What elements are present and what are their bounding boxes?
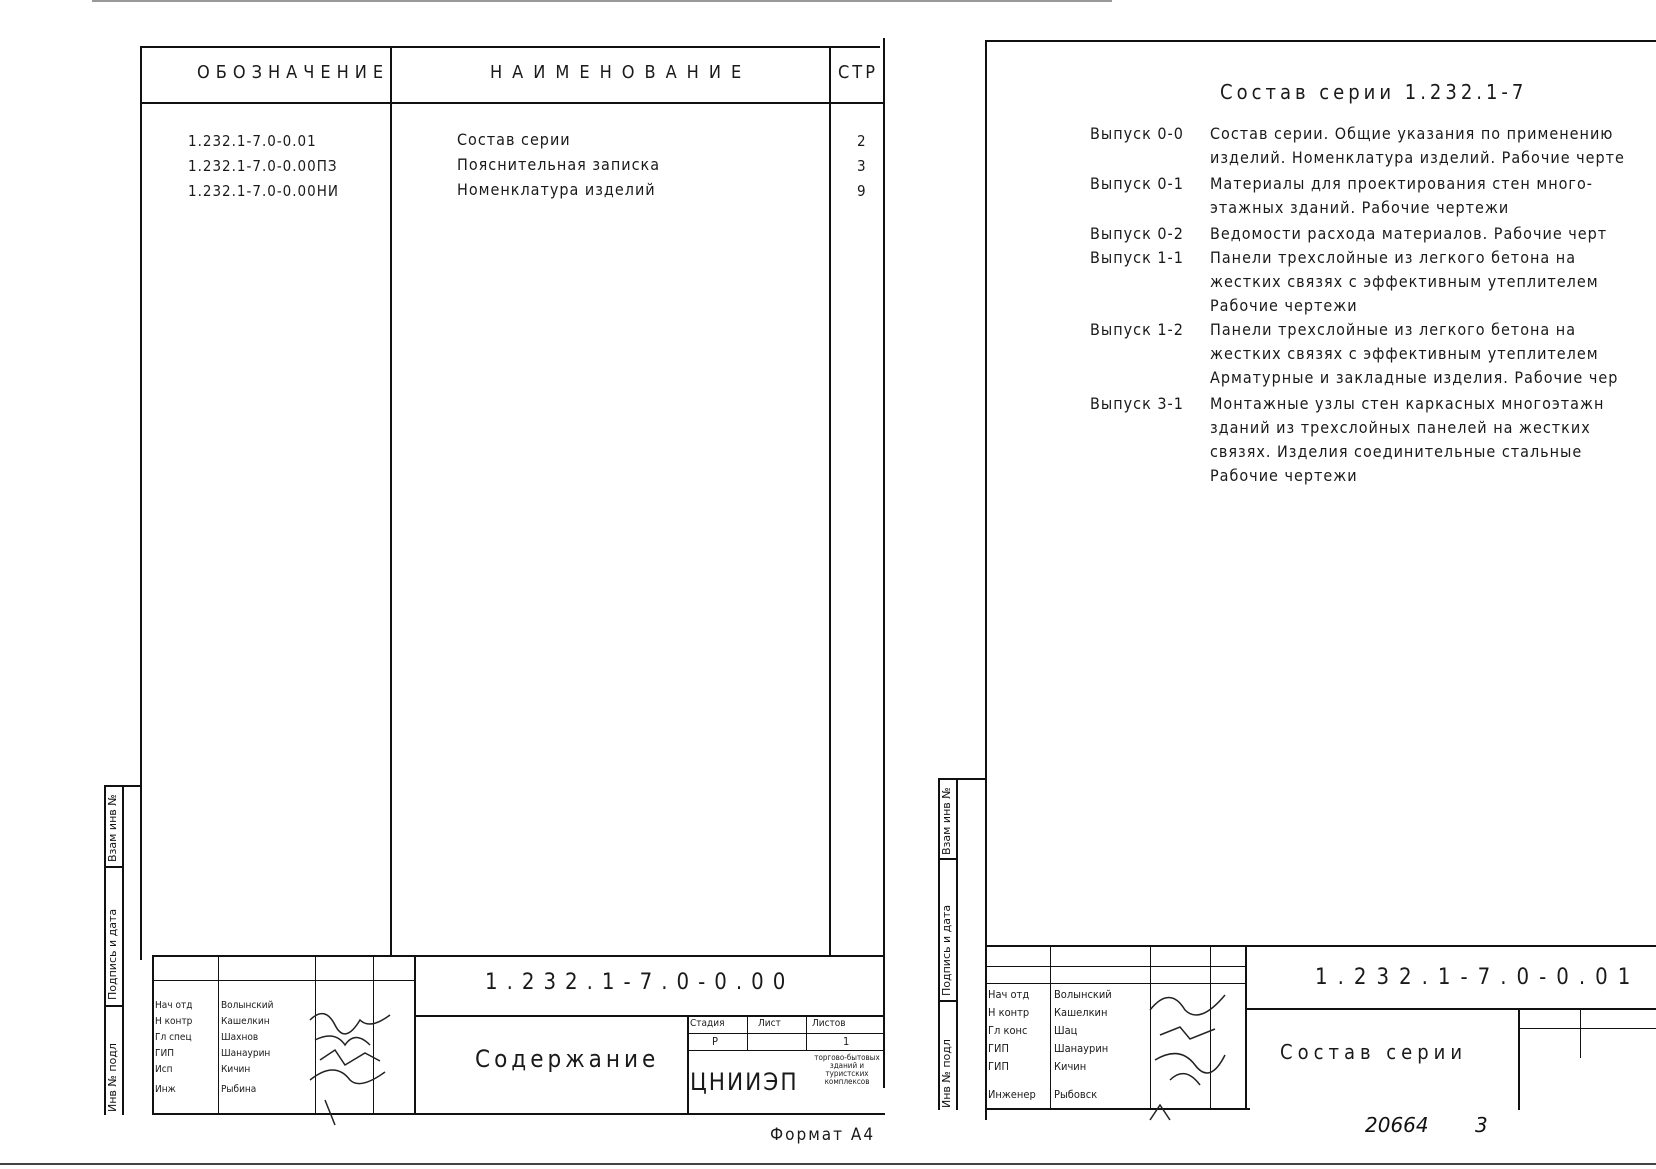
release-3-line-1: Ведомости расхода материалов. Рабочие черт (1210, 224, 1608, 243)
right-tb-code: 1.232.1-7.0-0.01 (1315, 965, 1641, 990)
left-frame-right (883, 38, 885, 1088)
left-signer-role: Инж (155, 1084, 176, 1095)
left-tb-bottom (152, 1113, 885, 1115)
signature-scribble (315, 1036, 370, 1045)
left-signer-role: Исп (155, 1064, 173, 1075)
release-6-line-1: Монтажные узлы стен каркасных многоэтажн (1210, 394, 1605, 413)
left-col-divider-1 (390, 46, 392, 956)
right-footer-number: 20664 (1365, 1113, 1429, 1137)
left-signer-name: Шахнов (221, 1032, 259, 1043)
row-2-page: 3 (857, 157, 867, 175)
right-stamp-top (938, 778, 986, 780)
left-signer-name: Шанаурин (221, 1048, 271, 1059)
row-2-designation: 1.232.1-7.0-0.00ПЗ (188, 157, 338, 175)
right-frame-top (985, 40, 1656, 42)
right-signatures (1140, 980, 1250, 1130)
right-stamp-sep-2 (938, 1000, 958, 1002)
left-tb-sheet-label: Лист (758, 1018, 781, 1029)
left-signer-name: Кашелкин (221, 1016, 270, 1027)
right-footer-page: 3 (1475, 1113, 1488, 1137)
right-stamp-vzam: Взам инв № (940, 787, 953, 855)
row-3-name: Номенклатура изделий (457, 180, 656, 199)
left-signer-name: Кичин (221, 1064, 251, 1075)
right-signer-role: Нач отд (988, 988, 1030, 1001)
left-tb-title: Содержание (475, 1045, 660, 1073)
left-stamp-vzam: Взам инв № (106, 794, 119, 862)
left-frame-left (140, 46, 142, 960)
left-tb-div (414, 955, 416, 1115)
left-signer-role: Гл спец (155, 1032, 192, 1043)
scan-edge-top-left (92, 0, 1112, 2)
row-3-page: 9 (857, 182, 867, 200)
right-tb-div2 (1518, 1008, 1520, 1110)
left-tb-stage: Р (712, 1035, 719, 1048)
left-header-bottom (140, 102, 885, 104)
left-stamp-inv-podl: Инв № подл (106, 1043, 119, 1112)
right-signer-name: Кичин (1054, 1060, 1087, 1073)
release-6-line-2: зданий из трехслойных панелей на жестких (1210, 418, 1591, 437)
right-signer-role: Н контр (988, 1006, 1030, 1019)
left-stamp-sign-date: Подпись и дата (106, 908, 119, 1000)
row-1-page: 2 (857, 132, 867, 150)
right-signer-role: ГИП (988, 1060, 1009, 1073)
right-tb-mid (1247, 1008, 1656, 1010)
right-signer-name: Волынский (1054, 988, 1112, 1001)
right-stamp-sign-date: Подпись и дата (940, 904, 953, 996)
right-tb-title: Состав серии (1280, 1040, 1468, 1064)
left-tb-org-note: торгово-бытовых зданий и туристских комплексов (814, 1053, 880, 1086)
right-heading: Состав серии 1.232.1-7 (1220, 80, 1528, 104)
left-signer-name: Волынский (221, 1000, 274, 1011)
left-tb-sheets-label: Листов (812, 1018, 846, 1029)
left-tb-stage-row (687, 1033, 885, 1034)
release-1-label: Выпуск 0-0 (1090, 124, 1184, 143)
right-tb-sig-col-1 (1050, 945, 1051, 1110)
left-tb-mid (416, 1015, 885, 1017)
release-5-line-2: жестких связях с эффективным утеплителем (1210, 344, 1599, 363)
left-format: Формат А4 (770, 1125, 876, 1145)
right-frame-left (985, 40, 987, 1120)
signature-scribble (1150, 1105, 1170, 1120)
right-tb-stage-col (1580, 1008, 1581, 1058)
right-signer-name: Шанаурин (1054, 1042, 1109, 1055)
left-tb-code: 1.232.1-7.0-0.00 (485, 970, 795, 995)
right-signer-role: ГИП (988, 1042, 1009, 1055)
left-tb-left (152, 955, 154, 1115)
left-tb-col-a (747, 1015, 748, 1051)
release-4-line-3: Рабочие чертежи (1210, 296, 1358, 315)
left-tb-top2 (152, 980, 414, 981)
release-1-line-1: Состав серии. Общие указания по применению (1210, 124, 1614, 143)
left-signatures (300, 1000, 410, 1130)
signature-scribble (1160, 1027, 1215, 1039)
left-tb-top (152, 955, 885, 957)
release-5-label: Выпуск 1-2 (1090, 320, 1184, 339)
release-5-line-1: Панели трехслойные из легкого бетона на (1210, 320, 1577, 339)
row-3-designation: 1.232.1-7.0-0.00НИ (188, 182, 339, 200)
left-signer-role: ГИП (155, 1048, 174, 1059)
signature-scribble (1170, 1074, 1200, 1085)
left-stamp-inner (122, 785, 124, 1115)
release-3-label: Выпуск 0-2 (1090, 224, 1184, 243)
header-page: СТР (838, 62, 878, 83)
release-4-line-2: жестких связях с эффективным утеплителем (1210, 272, 1599, 291)
release-4-line-1: Панели трехслойные из легкого бетона на (1210, 248, 1577, 267)
header-designation: ОБОЗНАЧЕНИЕ (197, 62, 390, 83)
left-tb-org: ЦНИИЭП (690, 1068, 799, 1096)
left-signer-name: Рыбина (221, 1084, 257, 1095)
left-tb-stage-row2 (687, 1050, 885, 1051)
left-stamp-sep-2 (104, 1005, 124, 1007)
left-tb-stage-label: Стадия (690, 1018, 725, 1029)
right-signer-name: Шац (1054, 1024, 1078, 1037)
header-name: НАИМЕНОВАНИЕ (490, 62, 752, 83)
left-frame-top (140, 46, 880, 48)
right-stamp-sep-1 (938, 858, 958, 860)
row-1-name: Состав серии (457, 130, 571, 149)
release-6-line-4: Рабочие чертежи (1210, 466, 1358, 485)
scan-edge-bottom (0, 1163, 1656, 1165)
release-2-line-2: этажных зданий. Рабочие чертежи (1210, 198, 1510, 217)
right-stamp-inv-podl: Инв № подл (940, 1039, 953, 1108)
left-stamp-sep-1 (104, 866, 124, 868)
left-signer-role: Нач отд (155, 1000, 193, 1011)
release-1-line-2: изделий. Номенклатура изделий. Рабочие черте (1210, 148, 1625, 167)
right-tb-stage-row (1518, 1028, 1656, 1029)
right-stamp-inner (956, 778, 958, 1110)
signature-scribble (1150, 995, 1225, 1015)
right-signer-name: Рыбовск (1054, 1088, 1098, 1101)
right-signer-name: Кашелкин (1054, 1006, 1108, 1019)
left-tb-sig-col-1 (218, 955, 219, 1115)
left-stamp-top (104, 785, 142, 787)
signature-scribble (310, 1070, 385, 1084)
right-signer-role: Инженер (988, 1088, 1036, 1101)
signature-scribble (325, 1100, 335, 1125)
right-tb-top2 (985, 966, 1245, 967)
signature-scribble (1155, 1054, 1225, 1073)
row-1-designation: 1.232.1-7.0-0.01 (188, 132, 317, 150)
release-6-label: Выпуск 3-1 (1090, 394, 1184, 413)
right-tb-top (985, 945, 1656, 947)
release-2-label: Выпуск 0-1 (1090, 174, 1184, 193)
left-signer-role: Н контр (155, 1016, 193, 1027)
release-5-line-3: Арматурные и закладные изделия. Рабочие чер (1210, 368, 1619, 387)
release-6-line-3: связях. Изделия соединительные стальные (1210, 442, 1583, 461)
signature-scribble (310, 1014, 390, 1034)
left-tb-div2 (687, 1015, 689, 1115)
right-signer-role: Гл конс (988, 1024, 1028, 1037)
signature-scribble (320, 1050, 380, 1065)
release-4-label: Выпуск 1-1 (1090, 248, 1184, 267)
left-tb-col-b (806, 1015, 807, 1051)
release-2-line-1: Материалы для проектирования стен много- (1210, 174, 1593, 193)
left-col-divider-2 (829, 46, 831, 956)
row-2-name: Пояснительная записка (457, 155, 661, 174)
left-tb-sheet: 1 (843, 1035, 851, 1048)
